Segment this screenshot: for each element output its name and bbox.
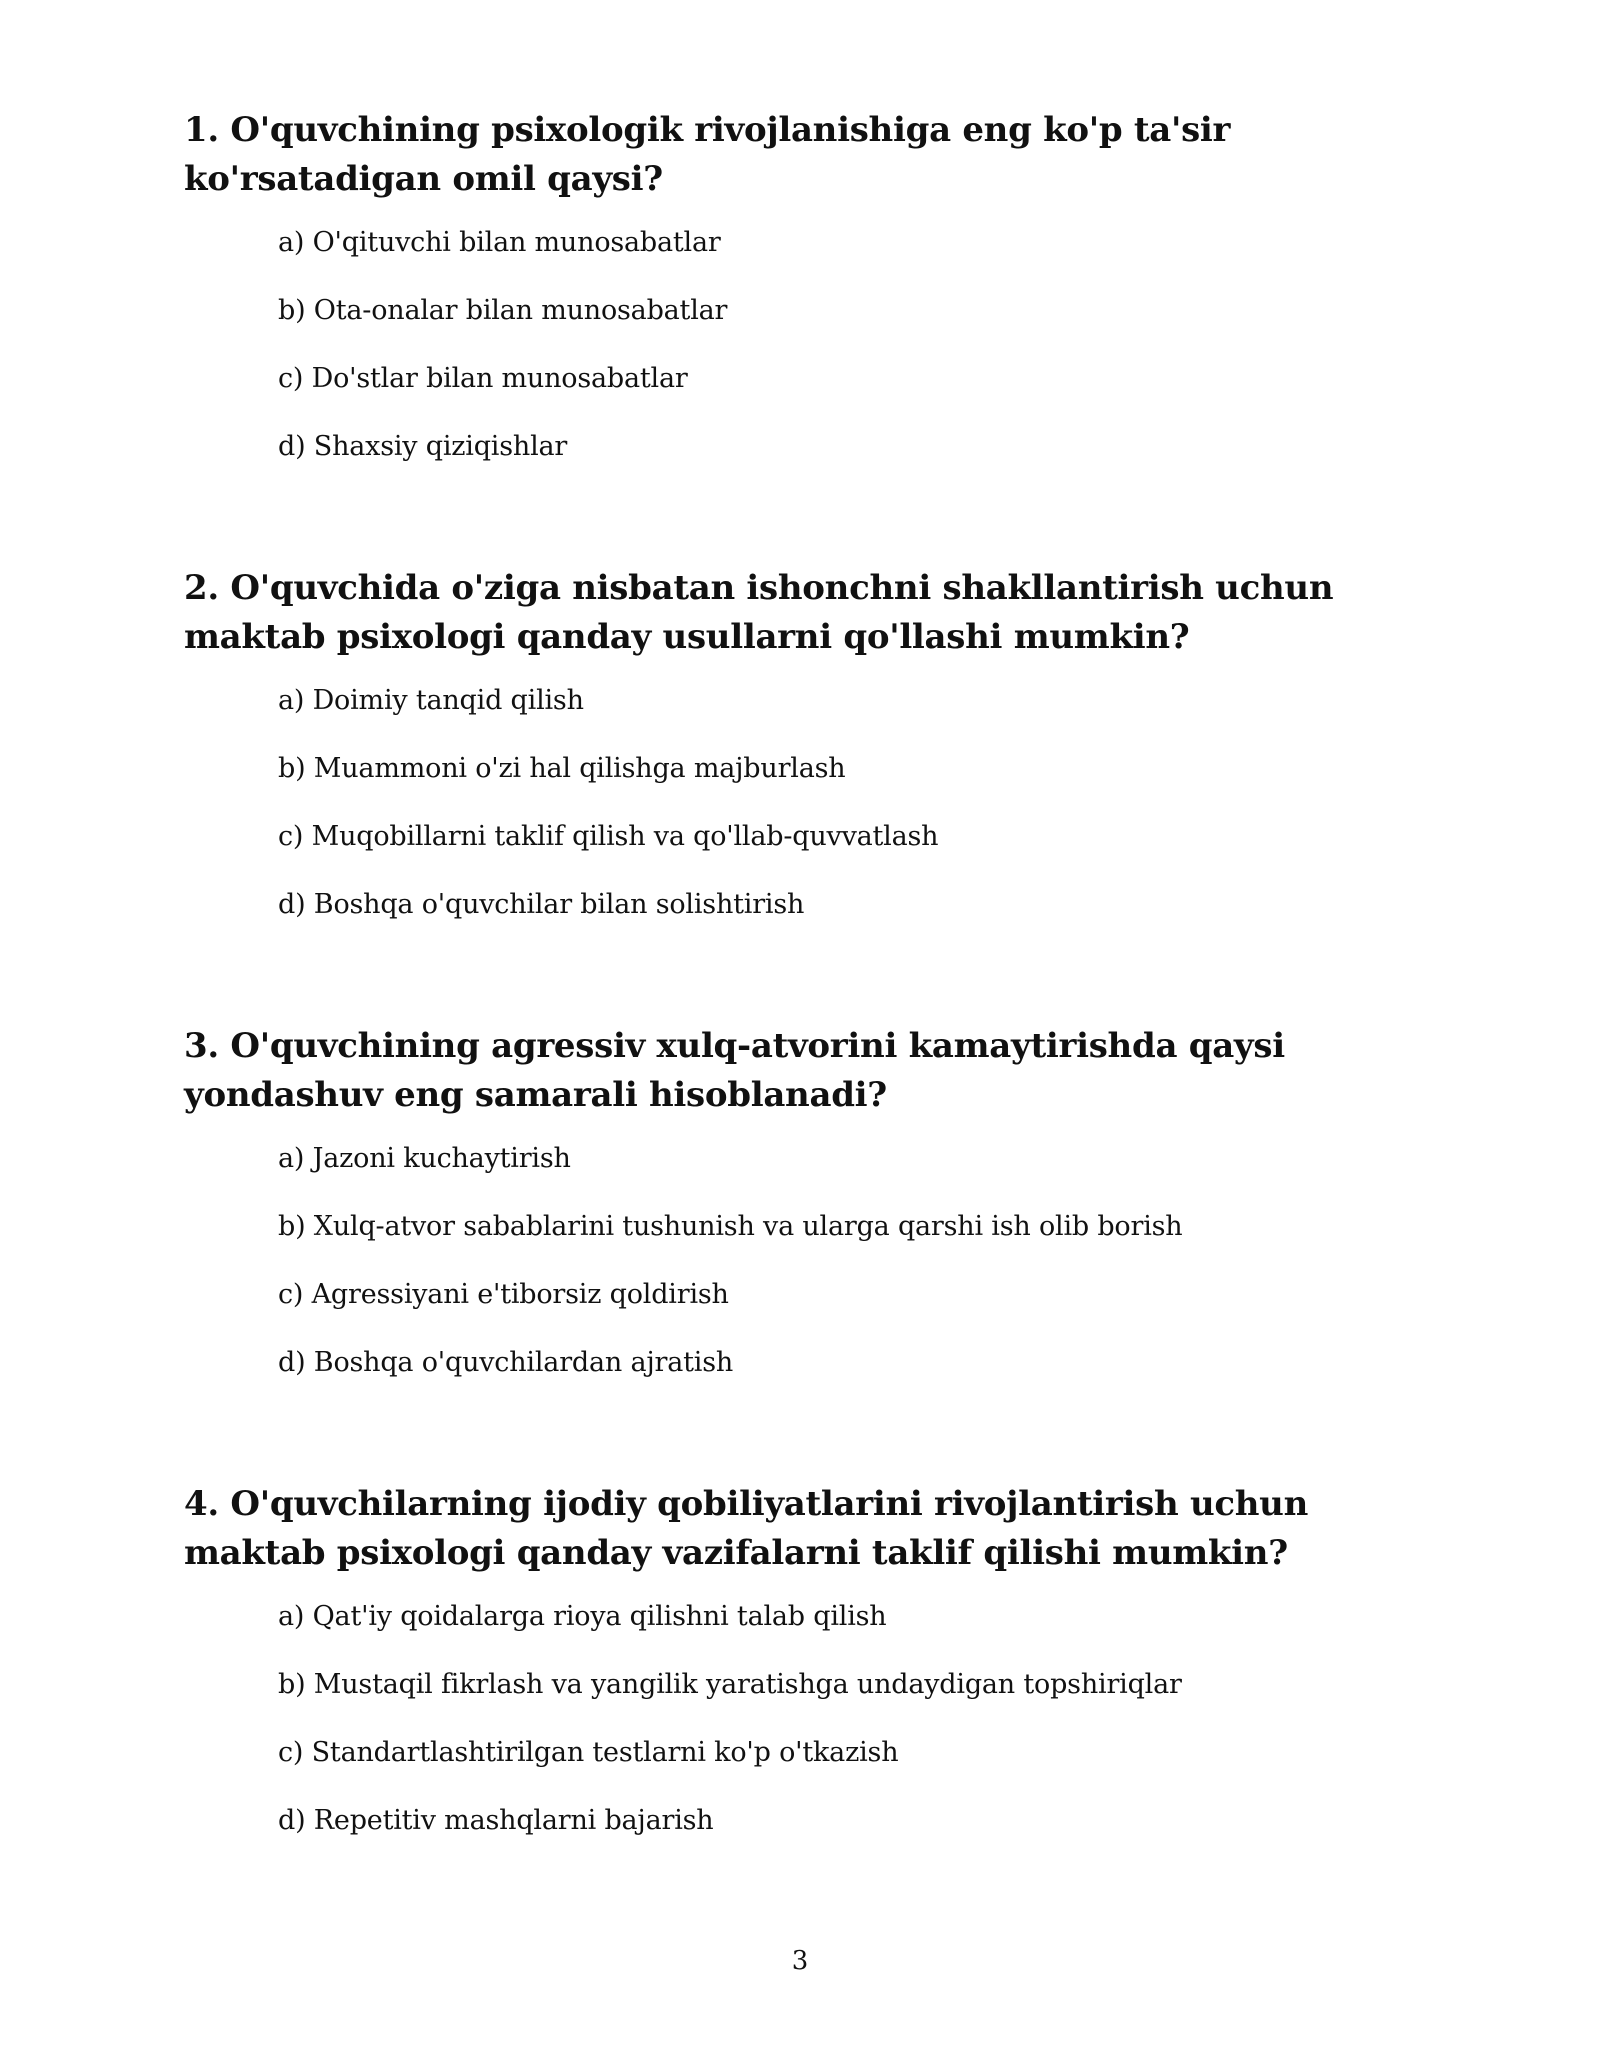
question-2-options — [278, 684, 1444, 922]
question-2-title: 2. O'quvchida o'ziga nisbatan ishonchni shakllantirish uchun maktab psixologi qanday usullarni qo'llashi mumkin? — [184, 568, 1334, 657]
question-1-option-b: b) Ota-onalar bilan munosabatlar — [278, 295, 728, 326]
question-1-option-d: d) Shaxsiy qiziqishlar — [278, 431, 568, 462]
question-1-options — [278, 226, 1444, 464]
question-3-option-a: a) Jazoni kuchaytirish — [278, 1143, 571, 1174]
question-4-option-d: d) Repetitiv mashqlarni bajarish — [278, 1805, 714, 1836]
question-1-title: 1. O'quvchining psixologik rivojlanishiga eng ko'p ta'sir ko'rsatadigan omil qaysi? — [184, 110, 1231, 199]
question-3 — [184, 1022, 1444, 1414]
question-4-option-c: c) Standartlashtirilgan testlarni ko'p o'tkazish — [278, 1737, 899, 1768]
question-4-title: 4. O'quvchilarning ijodiy qobiliyatlarini rivojlantirish uchun maktab psixologi qanday vazifalarni taklif qilishi mumkin? — [184, 1484, 1309, 1573]
question-2-option-d: d) Boshqa o'quvchilar bilan solishtirish — [278, 889, 805, 920]
question-3-option-c: c) Agressiyani e'tiborsiz qoldirish — [278, 1279, 729, 1310]
question-3-options — [278, 1142, 1444, 1380]
question-2-option-b: b) Muammoni o'zi hal qilishga majburlash — [278, 753, 846, 784]
question-1-option-c: c) Do'stlar bilan munosabatlar — [278, 363, 688, 394]
question-1 — [184, 106, 1444, 498]
question-2-option-a: a) Doimiy tanqid qilish — [278, 685, 584, 716]
question-4 — [184, 1480, 1444, 1872]
question-2 — [184, 564, 1444, 956]
question-3-option-b: b) Xulq-atvor sabablarini tushunish va ularga qarshi ish olib borish — [278, 1211, 1183, 1242]
question-3-title: 3. O'quvchining agressiv xulq-atvorini kamaytirishda qaysi yondashuv eng samarali hisoblanadi? — [184, 1026, 1285, 1115]
question-4-option-b: b) Mustaqil fikrlash va yangilik yaratishga undaydigan topshiriqlar — [278, 1669, 1182, 1700]
page-number: 3 — [791, 1946, 809, 1976]
question-4-option-a: a) Qat'iy qoidalarga rioya qilishni talab qilish — [278, 1601, 887, 1632]
question-1-option-a: a) O'qituvchi bilan munosabatlar — [278, 227, 721, 258]
question-3-option-d: d) Boshqa o'quvchilardan ajratish — [278, 1347, 734, 1378]
question-4-options — [278, 1600, 1444, 1838]
question-2-option-c: c) Muqobillarni taklif qilish va qo'llab-quvvatlash — [278, 821, 939, 852]
